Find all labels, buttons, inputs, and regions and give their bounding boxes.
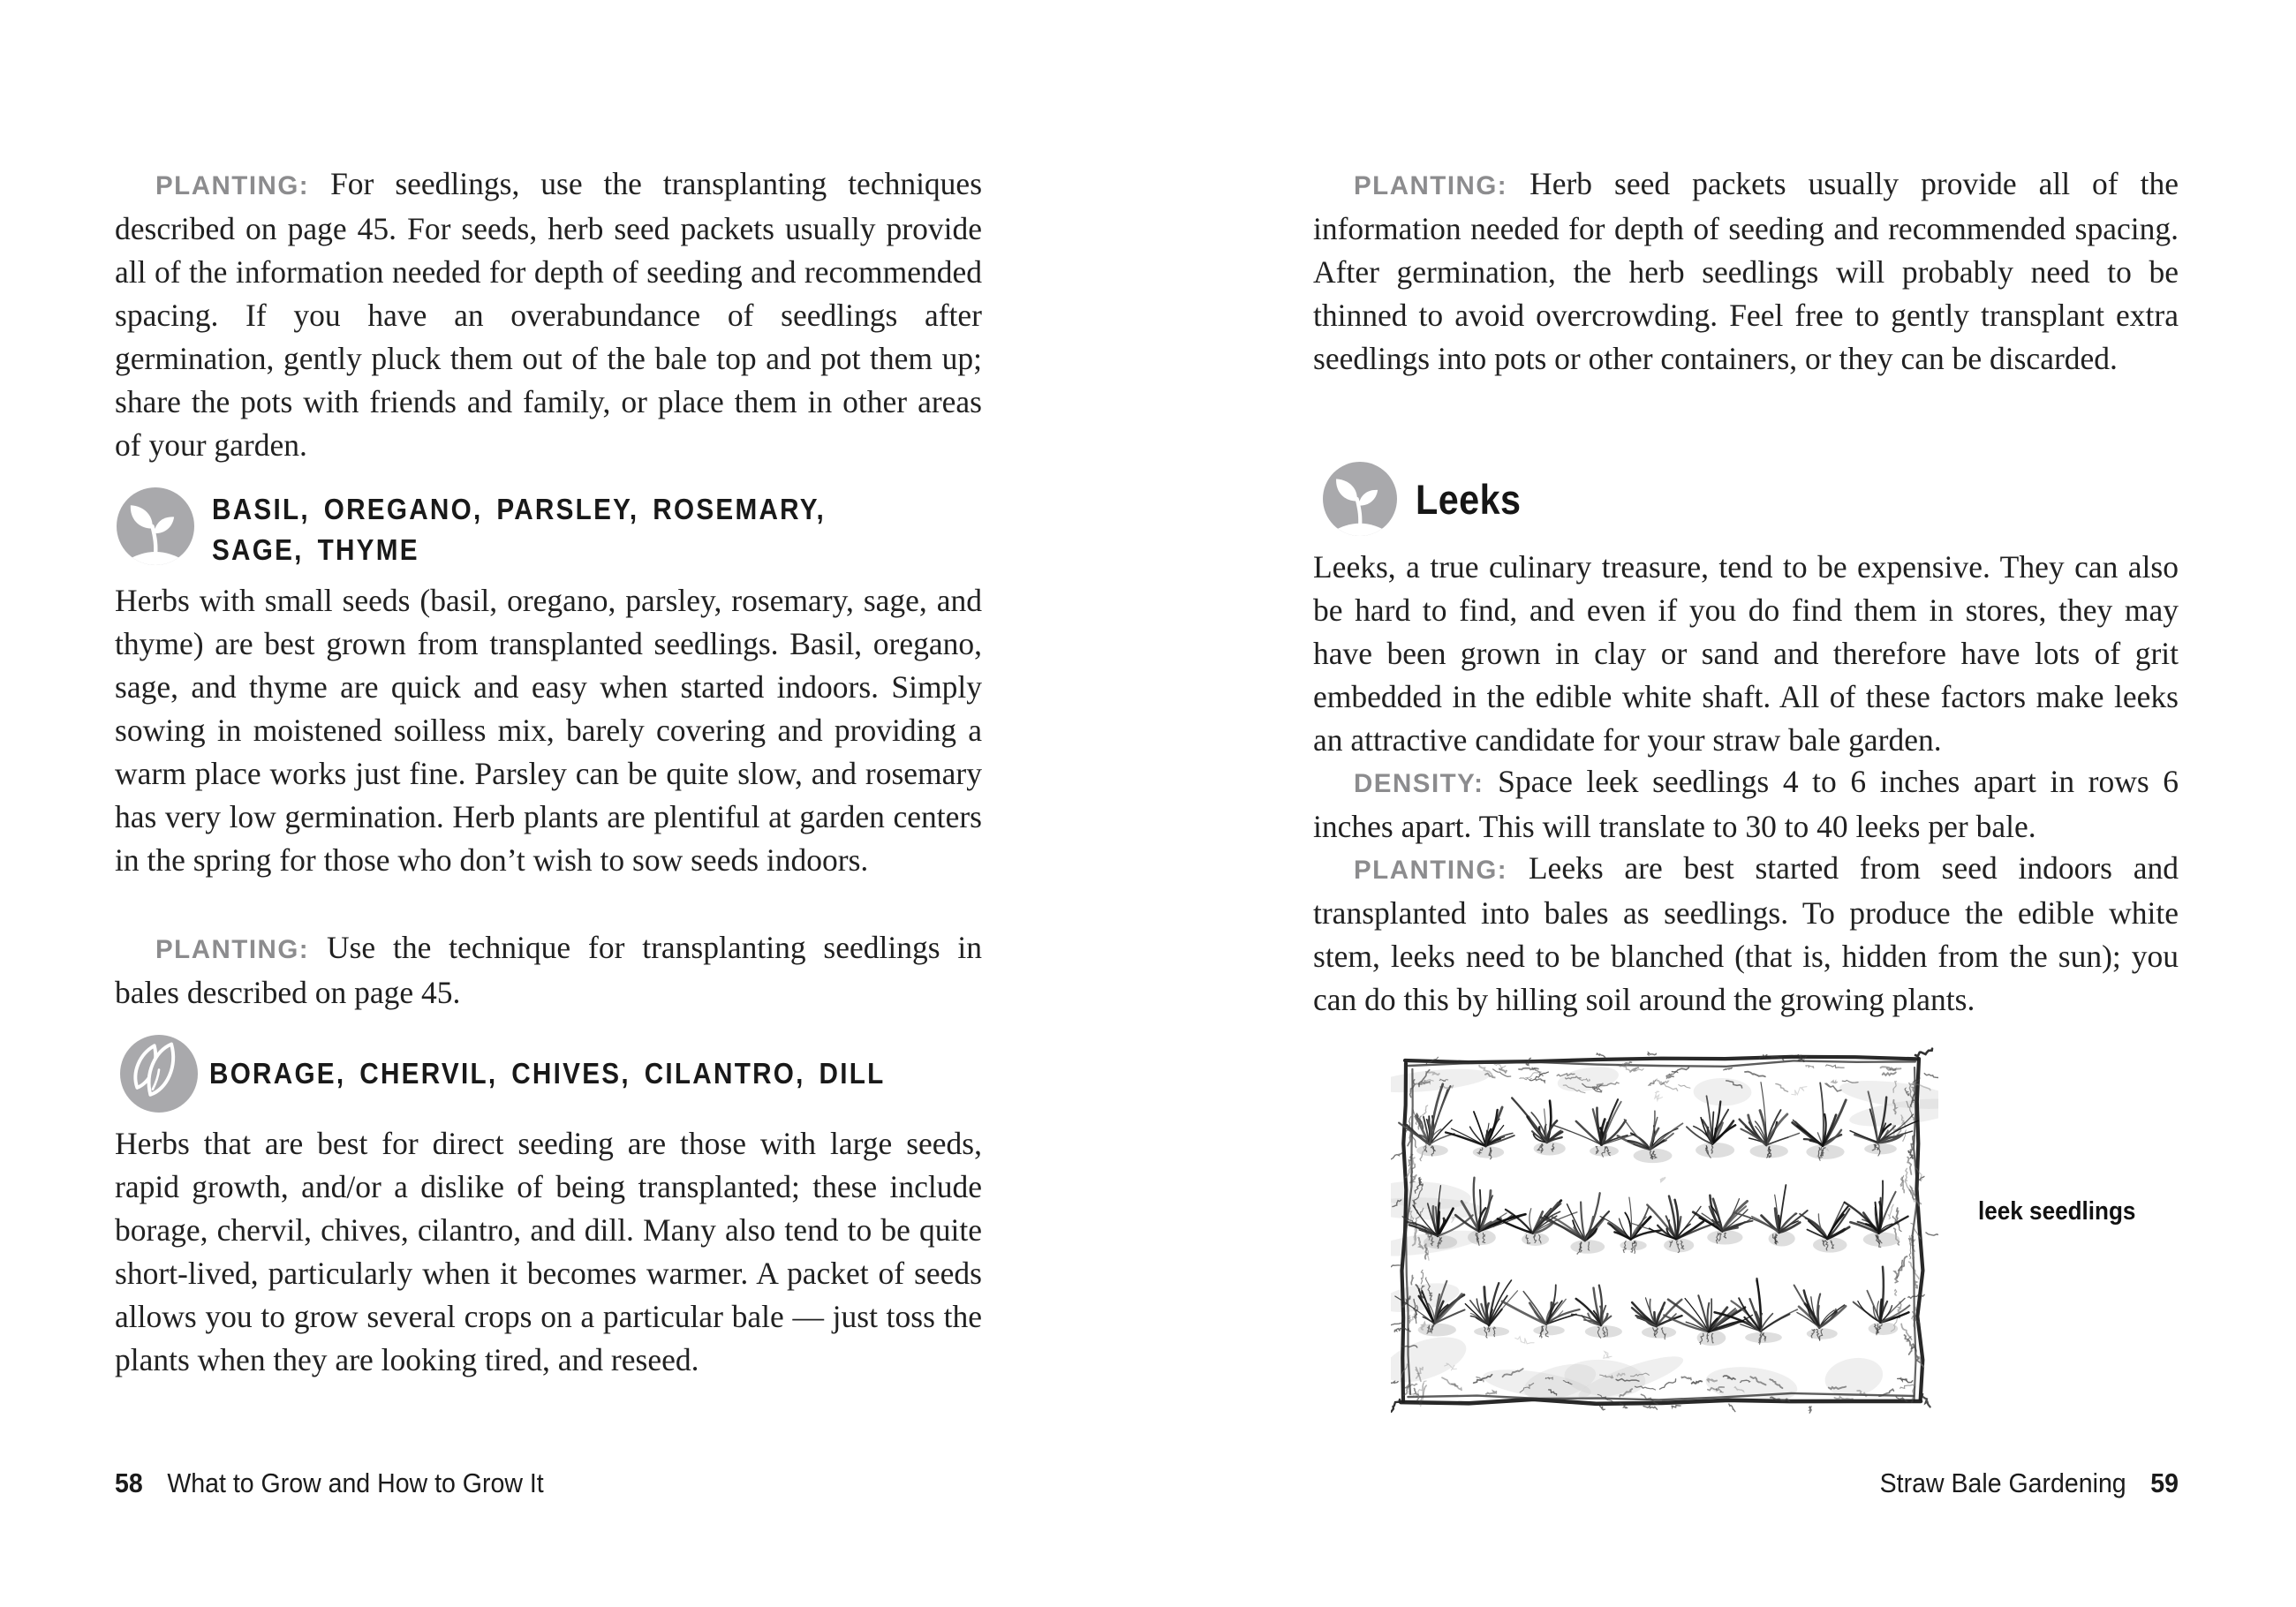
section-heading-line2: SAGE, THYME: [212, 533, 419, 566]
paragraph-text: Herbs that are best for direct seeding are those with large seeds, rapid growth, and/or a dislike of being transplanted; these include borage, chervil, chives, cilantro, and dill. Many also tend to be quite short-lived, particularly when it becomes warmer. A packet of seeds allows you to grow several crops on a particular bale — just toss the plants when they are looking tired, and reseed.: [115, 1126, 982, 1377]
paragraph-text: Herb seed packets usually provide all of the information needed for depth of seeding and recommended spacing. After germination, the herb seedlings will probably need to be thinned to avoid overcrowding. Feel free to gently transplant extra seedlings into pots or other containers, or they can be discarded.: [1313, 166, 2179, 376]
paragraph-text: Use the technique for transplanting seedlings in bales described on page 45.: [115, 930, 982, 1010]
planting-label: PLANTING:: [155, 171, 310, 200]
body-paragraph: [1313, 162, 2179, 381]
seedling-icon: [1323, 462, 1397, 536]
body-paragraph: [115, 579, 982, 882]
paragraph-text: Leeks are best started from seed indoors and transplanted into bales as seedlings. To produce the edible white stem, leeks need to be blanched (that is, hidden from the sun); you can do this by hilling soil around the growing plants.: [1313, 850, 2179, 1017]
page-number: 59: [2150, 1467, 2179, 1498]
planting-label: PLANTING:: [1354, 856, 1508, 885]
seeds-icon: [120, 1035, 198, 1113]
running-title: What to Grow and How to Grow It: [167, 1467, 544, 1498]
planting-label: PLANTING:: [155, 935, 310, 964]
paragraph-text: Leeks, a true culinary treasure, tend to be expensive. They can also be hard to find, and even if you do find them in stores, they may have been grown in clay or sand and therefore have lots of grit embedded in the edible white shaft. All of these factors make leeks an attractive candidate for your straw bale garden.: [1313, 549, 2179, 758]
page-footer: [1382, 1467, 2179, 1499]
section-heading-line1: BORAGE, CHERVIL, CHIVES, CILANTRO, DILL: [209, 1057, 886, 1090]
density-label: DENSITY:: [1354, 769, 1484, 798]
paragraph-text: Herbs with small seeds (basil, oregano, parsley, rosemary, sage, and thyme) are best grown from transplanted seedlings. Basil, oregano, sage, and thyme are quick and easy when started indoors. Simply sowing in moistened soilless mix, barely covering and providing a warm place works just fine. Parsley can be quite slow, and rosemary has very low germination. Herb plants are plentiful at garden centers in the spring for those who don’t wish to sow seeds indoors.: [115, 583, 982, 878]
body-paragraph: [1313, 760, 2179, 849]
paragraph-text: Space leek seedlings 4 to 6 inches apart in rows 6 inches apart. This will translate to 30 to 40 leeks per bale.: [1313, 764, 2179, 844]
page-footer: [115, 1467, 544, 1499]
planting-label: PLANTING:: [1354, 171, 1508, 200]
chapter-title: Leeks: [1416, 475, 1522, 523]
body-paragraph: [1313, 847, 2179, 1022]
body-paragraph: [1313, 546, 2179, 762]
body-paragraph: [115, 162, 982, 467]
left-page: [115, 162, 982, 1487]
chapter-heading: [1416, 462, 1536, 536]
straw-bale-illustration: [1391, 1046, 1938, 1417]
body-paragraph: [115, 926, 982, 1015]
paragraph-text: For seedlings, use the transplanting techniques described on page 45. For seeds, herb seed packets usually provide all of the information needed for depth of seeding and recommended spacing. If you have an overabundance of seedlings after germination, gently pluck them out of the bale top and pot them up; share the pots with friends and family, or place them in other areas of your garden.: [115, 166, 983, 463]
running-title: Straw Bale Gardening: [1879, 1467, 2126, 1498]
section-heading-line1: BASIL, OREGANO, PARSLEY, ROSEMARY,: [212, 493, 827, 525]
section-heading: [209, 1035, 961, 1113]
section-heading: [212, 489, 894, 570]
body-paragraph: [115, 1122, 982, 1382]
illustration-caption: leek seedlings: [1978, 1197, 2136, 1226]
seedling-icon: [117, 487, 194, 565]
page-number: 58: [115, 1467, 143, 1498]
